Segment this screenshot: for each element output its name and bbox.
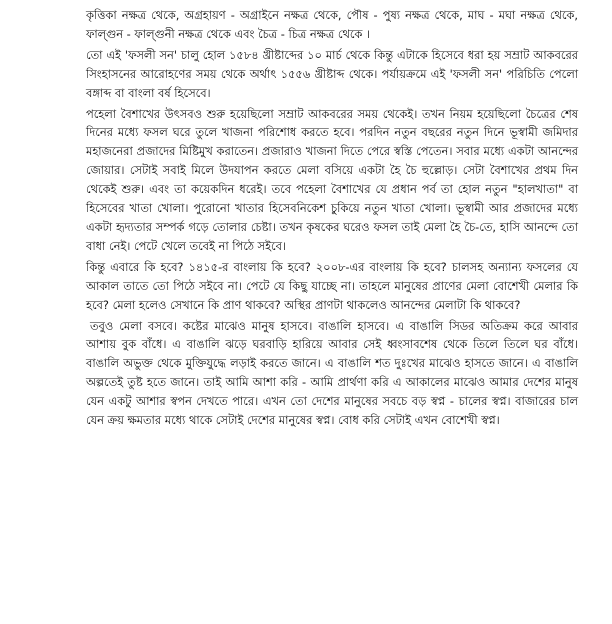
paragraph-4: কিন্তু এবারে কি হবে? ১৪১৫-র বাংলায় কি হবে? ২০০৮-এর বাংলায় কি হবে? চালসহ অন্যান্য ফসলের যে আকাল তাতে তো পিঠে সইবে না। পেটে যে কিছু যাচ্ছে না। তাহলে মানুষের প্রাণের মেলা বোশেখী মেলার কি হবে? মেলা হলেও সেখানে কি প্রাণ থাকবে? অস্থির প্রাণটা থাকলেও আনন্দের মেলাটা কি থাকবে?: [86, 259, 578, 312]
paragraph-2: তো এই 'ফসলী সন' চালু হোল ১৫৮৪ খ্রীষ্টাব্দের ১০ মার্চ থেকে কিন্তু এটাকে হিসেবে ধরা হয় সম্রাট আকবরের সিংহাসনের আরোহণের সময় থেকে অর্থাৎ ১৫৫৬ খ্রীষ্টাব্দ থেকে। পর্যায়ক্রমে এই 'ফসলী সন' পরিচিতি পেলো বঙ্গাব্দ বা বাংলা বর্ষ হিসেবে।: [86, 47, 578, 100]
paragraph-1: কৃত্তিকা নক্ষত্র থেকে, অগ্রহায়ণ - অগ্রাইনে নক্ষত্র থেকে, পৌষ - পুষ্য নক্ষত্র থেকে, মাঘ - মঘা নক্ষত্র থেকে, ফাল্গুন - ফাল্গুনী নক্ষত্র থেকে এবং চৈত্র - চিত্র নক্ষত্র থেকে ।: [86, 8, 578, 41]
paragraph-5: তবুও মেলা বসবে। কষ্টের মাঝেও মানুষ হাসবে। বাঙালি হাসবে। এ বাঙালি সিডর অতিক্রম করে আবার আশায় বুক বাঁধে। এ বাঙালি ঝড়ে ঘরবাড়ি হারিয়ে আবার সেই ধ্বংসাবশেষ থেকে তিলে তিলে ঘর বাঁধে। বাঙালি অভুক্ত থেকে মুক্তিযুদ্ধে লড়াই করতে জানে। এ বাঙালি শত দুঃখের মাঝেও হাসতে জানে। এ বাঙালি অল্পতেই তুষ্ট হতে জানে। তাই আমি আশা করি - আমি প্রার্থণা করি এ আকালের মাঝেও আমার দেশের মানুষ যেন একটু আশার স্বপন দেখতে পারে। এখন তো দেশের মানুষের সবচে বড় স্বপ্ন - চালের স্বপ্ন। বাজারের চাল যেন ক্রয় ক্ষমতার মধ্যে থাকে সেটাই দেশের মানুষের স্বপ্ন। বোধ করি সেটাই এখন বোশেখী স্বপ্ন।: [86, 318, 578, 428]
paragraph-3: পহেলা বৈশাখের উৎসবও শুরু হয়েছিলো সম্রাট আকবরের সময় থেকেই। তখন নিয়ম হয়েছিলো চৈত্রের শেষ দিনের মধ্যে ফসল ঘরে তুলে খাজনা পরিশোধ করতে হবে। পরদিন নতুন বছরের নতুন দিনে ভূস্বামী জমিদার মহাজনেরা প্রজাদের মিষ্টিমুখ করাতেন। প্রজারাও খাজনা দিতে পেরে স্বস্তি পেতেন। সবার মধ্যে একটা আনন্দের জোয়ার। সেটাই সবাই মিলে উদযাপন করতে মেলা বসিয়ে একটা হৈ চৈ হুল্লোড়। সেটা বৈশাখের প্রথম দিন থেকেই শুরু। এবং তা কয়েকদিন ধরেই। তবে পহেলা বৈশাখের যে প্রধান পর্ব তা হোল নতুন "হালখাতা" বা হিসেবের খাতা খোলা। পুরোনো খাতার হিসেবনিকেশ চুকিয়ে নতুন খাতা খোলা। ভূস্বামী আর প্রজাদের মধ্যে একটা হৃদ্যতার সম্পর্ক গড়ে তোলার চেষ্টা। তখন কৃষকের ঘরেও ফসল তাই মেলা হৈ চৈ-তে, হাসি আনন্দে তো বাধা নেই। পেটে খেলে তবেই না পিঠে সইবে।: [86, 106, 578, 253]
